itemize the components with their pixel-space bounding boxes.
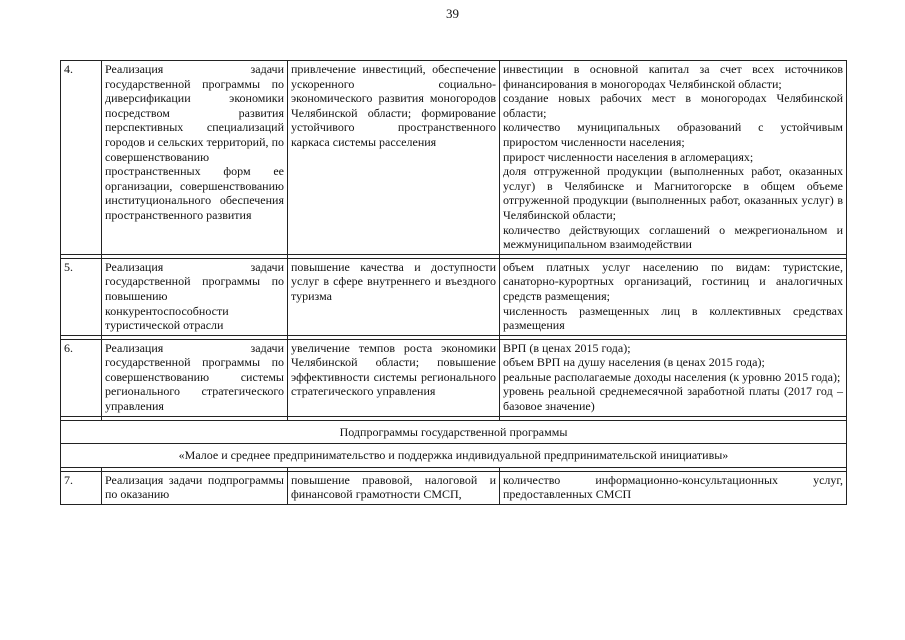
indicator-item: доля отгруженной продукции (выполненных работ, оказанных услуг) в Челябинске и Магнитогорске в общем объеме отгруженной продукции (выполненных работ, оказанных услуг) в Челябинской области; [503,164,843,222]
row-number: 7. [61,471,102,504]
indicator-item: объем платных услуг населению по видам: туристские, санаторно-курортных организаций, гостиниц и аналогичных средств размещения; [503,259,843,303]
task-cell: Реализация задачи подпрограммы по оказанию [102,471,288,504]
indicator-item: количество информационно-консультационных услуг, предоставленных СМСП [503,472,843,502]
subprogram-title: «Малое и среднее предпринимательство и поддержка индивидуальной предпринимательской инициативы» [61,444,847,468]
subprogram-title-row [61,444,847,468]
indicator-item: численность размещенных лиц в коллективных средствах размещения [503,303,843,333]
direction-cell: повышение правовой, налоговой и финансовой грамотности СМСП, [288,471,500,504]
task-cell: Реализация задачи государственной программы по повышению конкурентоспособности туристической отрасли [102,258,288,335]
row-number: 4. [61,61,102,255]
task-cell: Реализация задачи государственной программы по диверсификации экономики посредством развития перспективных специализаций городов и сельских территорий, по совершенствованию пространственных форм ее организации, совершенствованию институционального обеспечения пространственного развития [102,61,288,255]
indicator-item: количество действующих соглашений о межрегиональном и межмуниципальном взаимодействии [503,222,843,252]
indicator-item: создание новых рабочих мест в моногородах Челябинской области; [503,91,843,120]
indicator-item: количество муниципальных образований с устойчивым приростом численности населения; [503,120,843,149]
table-row [61,339,847,416]
indicator-item: уровень реальной среднемесячной заработной платы (2017 год – базовое значение) [503,384,843,414]
direction-cell: увеличение темпов роста экономики Челябинской области; повышение эффективности системы регионального стратегического управления [288,339,500,416]
page-number: 39 [446,6,459,21]
subprograms-heading-row [61,420,847,444]
table-row [61,471,847,504]
row-number: 5. [61,258,102,335]
direction-cell: привлечение инвестиций, обеспечение ускоренного социально-экономического развития моногородов Челябинской области; формирование устойчивого пространственного каркаса системы расселения [288,61,500,255]
direction-cell: повышение качества и доступности услуг в сфере внутреннего и въездного туризма [288,258,500,335]
indicators-cell [500,61,847,255]
indicator-item: прирост численности населения в агломерациях; [503,149,754,164]
row-number: 6. [61,339,102,416]
indicators-cell [500,339,847,416]
indicators-cell [500,258,847,335]
indicator-item: объем ВРП на душу населения (в ценах 2015 года); [503,355,765,370]
indicator-item: инвестиции в основной капитал за счет всех источников финансирования в моногородах Челябинской области; [503,62,843,91]
indicator-item: ВРП (в ценах 2015 года); [503,340,631,355]
indicators-cell [500,471,847,504]
indicators-table [60,60,847,505]
table-row [61,258,847,335]
table-row [61,61,847,255]
subprograms-heading: Подпрограммы государственной программы [61,420,847,444]
task-cell: Реализация задачи государственной программы по совершенствованию системы регионального стратегического управления [102,339,288,416]
indicator-item: реальные располагаемые доходы населения (к уровню 2015 года); [503,369,841,384]
